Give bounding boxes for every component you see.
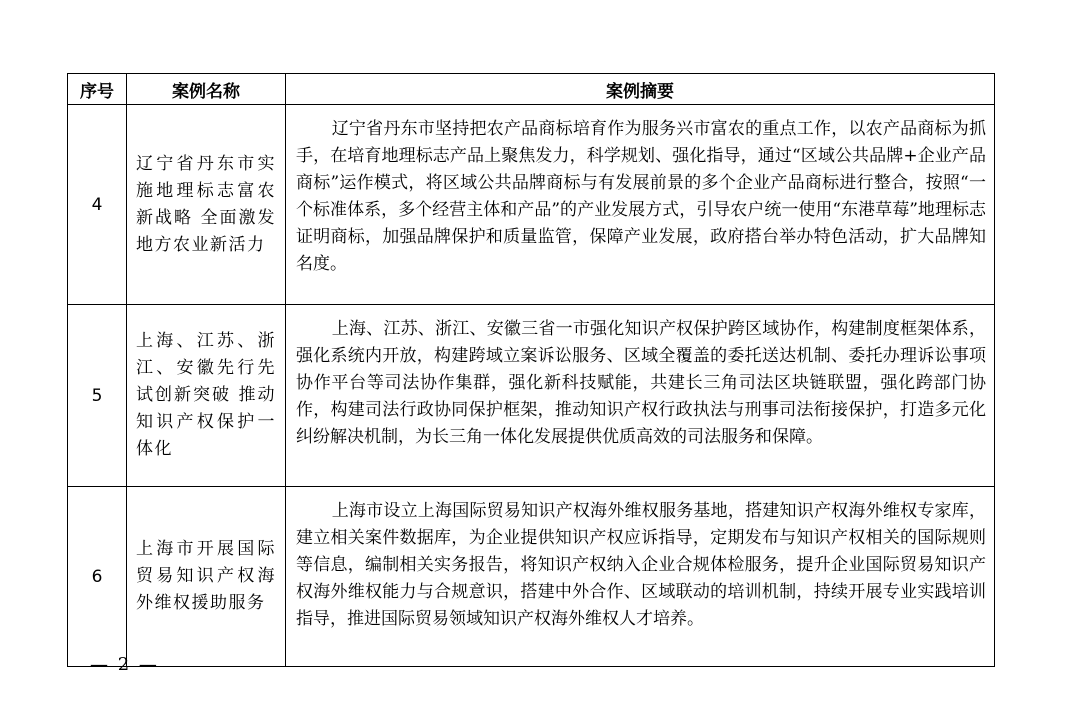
table-header (68, 74, 995, 105)
table-body (68, 105, 995, 667)
header-row (68, 74, 995, 105)
case-summary: 上海市设立上海国际贸易知识产权海外维权服务基地，搭建知识产权海外维权专家库，建立相关案件数据库，为企业提供知识产权应诉指导，定期发布与知识产权相关的国际规则等信息，编制相关实务报告，将知识产权纳入企业合规体检服务，提升企业国际贸易知识产权海外维权能力与合规意识，搭建中外合作、区域联动的培训机制，持续开展专业实践培训指导，推进国际贸易领域知识产权海外维权人才培养。 (286, 487, 995, 667)
page-number: — 2 — (90, 654, 159, 675)
case-name: 辽宁省丹东市实施地理标志富农新战略 全面激发地方农业新活力 (127, 105, 286, 305)
header-name: 案例名称 (127, 74, 286, 105)
case-number: 5 (68, 305, 127, 487)
table-row (68, 105, 995, 305)
case-name: 上海、江苏、浙江、安徽先行先试创新突破 推动知识产权保护一体化 (127, 305, 286, 487)
case-table (67, 73, 995, 667)
table-row (68, 305, 995, 487)
case-name: 上海市开展国际贸易知识产权海外维权援助服务 (127, 487, 286, 667)
case-summary: 上海、江苏、浙江、安徽三省一市强化知识产权保护跨区域协作，构建制度框架体系，强化系统内开放，构建跨域立案诉讼服务、区域全覆盖的委托送达机制、委托办理诉讼事项协作平台等司法协作集群，强化新科技赋能，共建长三角司法区块链联盟，强化跨部门协作，构建司法行政协同保护框架，推动知识产权行政执法与刑事司法衔接保护，打造多元化纠纷解决机制，为长三角一体化发展提供优质高效的司法服务和保障。 (286, 305, 995, 487)
header-summary: 案例摘要 (286, 74, 995, 105)
table-row (68, 487, 995, 667)
case-number: 4 (68, 105, 127, 305)
case-number: 6 (68, 487, 127, 667)
case-summary: 辽宁省丹东市坚持把农产品商标培育作为服务兴市富农的重点工作，以农产品商标为抓手，在培育地理标志产品上聚焦发力，科学规划、强化指导，通过“区域公共品牌+企业产品商标”运作模式，将区域公共品牌商标与有发展前景的多个企业产品商标进行整合，按照“一个标准体系，多个经营主体和产品”的产业发展方式，引导农户统一使用“东港草莓”地理标志证明商标，加强品牌保护和质量监管，保障产业发展，政府搭台举办特色活动，扩大品牌知名度。 (286, 105, 995, 305)
header-number: 序号 (68, 74, 127, 105)
